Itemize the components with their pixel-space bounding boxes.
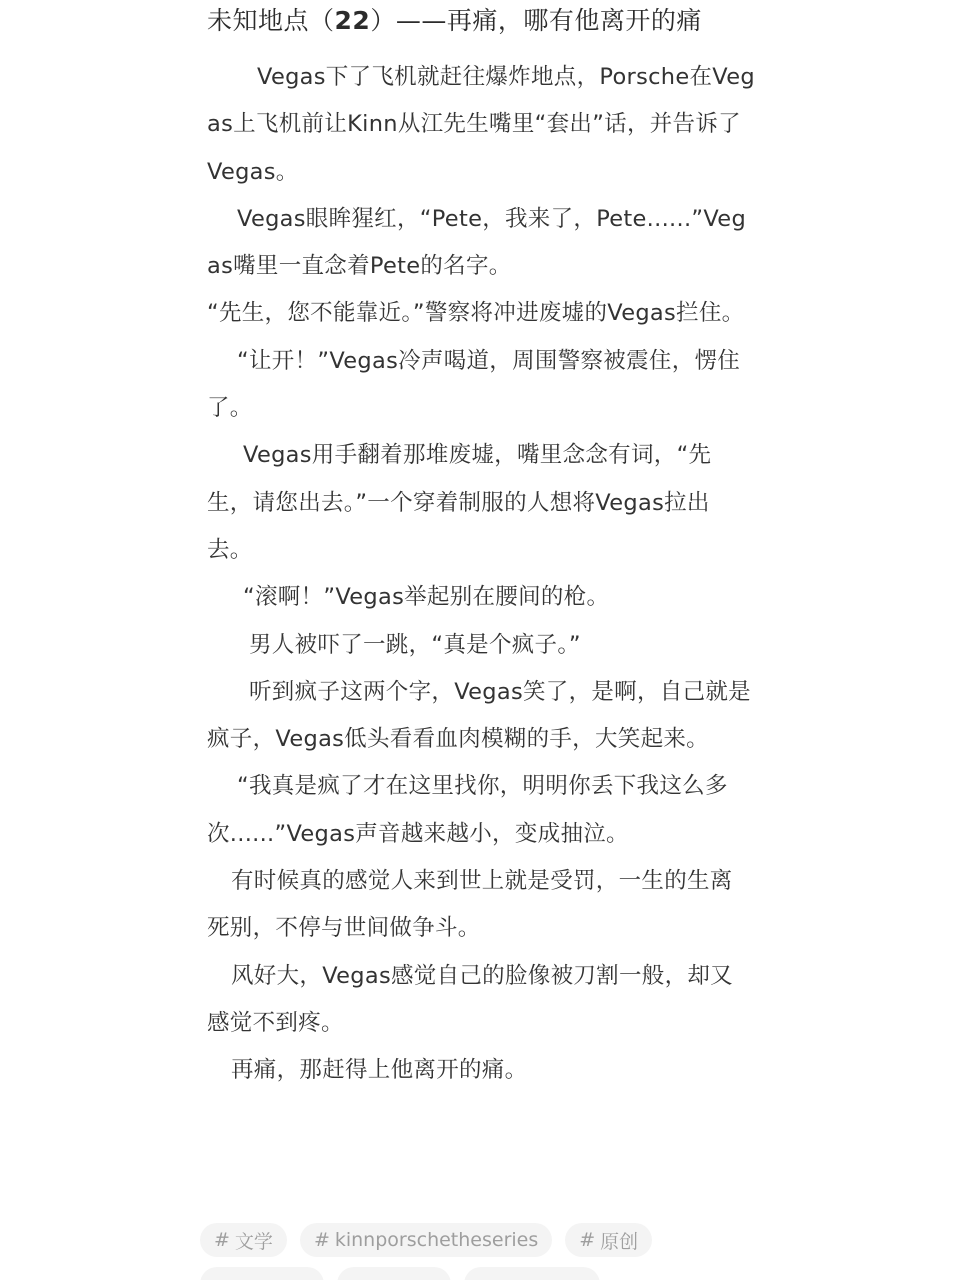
tag-row-partial [200,1267,800,1280]
hash-icon: # [214,1229,230,1251]
tag-label: 文学 [234,1230,273,1253]
tag-partial[interactable] [200,1267,324,1280]
paragraph: 风好大，Vegas感觉自己的脸像被刀割一般，却又感觉不到疼。 [207,962,733,1036]
tag-partial[interactable] [337,1267,451,1280]
paragraph: “先生，您不能靠近。”警察将冲进废墟的Vegas拦住。 [207,300,745,327]
paragraph: 男人被吓了一跳，“真是个疯子。” [249,631,581,658]
paragraph: “让开！”Vegas冷声喝道，周围警察被震住，愣住了。 [207,347,741,422]
tag-partial[interactable] [464,1267,600,1280]
tag-kinnporschetheseries[interactable] [300,1223,552,1257]
article-title [207,2,767,40]
tag-list [200,1223,800,1280]
title-suffix: ）——再痛，哪有他离开的痛 [370,6,702,35]
paragraph: Vegas下了飞机就赶往爆炸地点，Porsche在Vegas上飞机前让Kinn从江先生嘴里“套出”话，并告诉了Vegas。 [207,64,755,185]
hash-icon: # [579,1229,596,1251]
title-prefix: 未知地点（ [207,6,335,35]
tag-original[interactable] [565,1223,652,1257]
paragraph: “我真是疯了才在这里找你，明明你丢下我这么多次......”Vegas声音越来越小，变成抽泣。 [207,773,728,847]
paragraph: Vegas用手翻着那堆废墟，嘴里念念有词，“先生，请您出去。”一个穿着制服的人想将Vegas拉出去。 [207,442,712,563]
paragraph: Vegas眼眸猩红，“Pete，我来了，Pete......”Vegas嘴里一直念着Pete的名字。 [207,205,747,280]
article-body [207,54,755,1095]
paragraph: 再痛，那赶得上他离开的痛。 [231,1057,528,1084]
hash-icon: # [313,1229,330,1251]
chapter-number: 22 [334,6,371,35]
paragraph: 有时候真的感觉人来到世上就是受罚，一生的生离死别，不停与世间做争斗。 [207,868,733,942]
tag-label: 原创 [600,1230,639,1253]
paragraph: “滚啊！”Vegas举起别在腰间的枪。 [243,584,610,611]
paragraph: 听到疯子这两个字，Vegas笑了，是啊，自己就是疯子，Vegas低头看看血肉模糊的手，大笑起来。 [207,678,751,753]
tag-row [200,1223,800,1257]
tag-literature[interactable] [200,1223,287,1257]
tag-label: kinnporschetheseries [334,1229,539,1251]
